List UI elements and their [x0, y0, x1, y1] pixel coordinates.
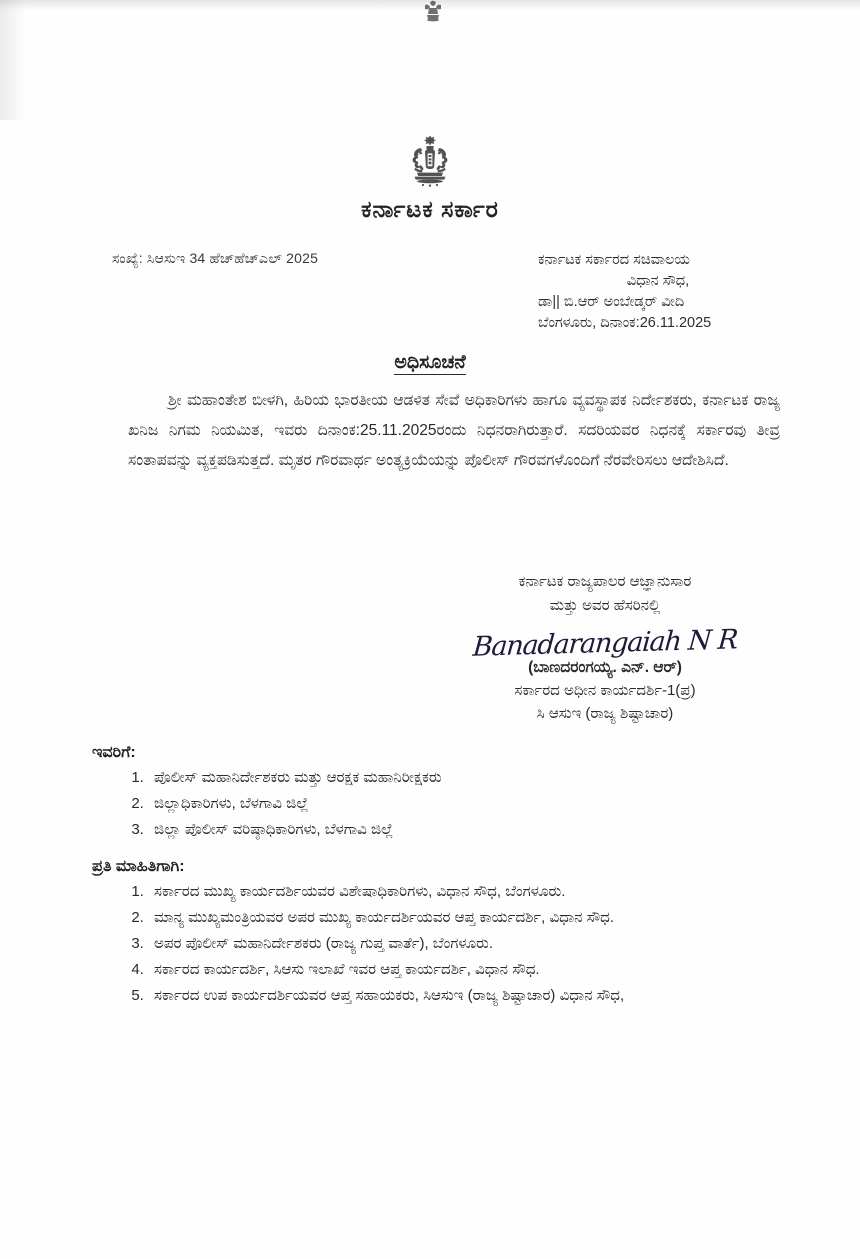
address-line-street: ಡಾ|| ಬಿ.ಆರ್ ಅಂಬೇಡ್ಕರ್ ವೀದಿ [538, 294, 685, 310]
list-item: 4. ಸರ್ಕಾರದ ಕಾರ್ಯದರ್ಶಿ, ಸಿಆಸು ಇಲಾಖೆ ಇವರ ಆಪ್ತ ಕಾರ್ಯದರ್ಶಿ, ವಿಧಾನ ಸೌಧ. [148, 957, 792, 982]
list-item: 1. ಪೊಲೀಸ್ ಮಹಾನಿರ್ದೇಶಕರು ಮತ್ತು ಆರಕ್ಷಕ ಮಹಾನಿರೀಕ್ಷಕರು [148, 765, 792, 790]
reference-number: ಸಂಖ್ಯೆ: ಸಿಆಸುಇ 34 ಹೆಚ್‌ಹೆಚ್‌ಎಲ್ 2025 [112, 250, 319, 266]
list-item: 1. ಸರ್ಕಾರದ ಮುಖ್ಯ ಕಾರ್ಯದರ್ಶಿಯವರ ವಿಶೇಷಾಧಿಕಾರಿಗಳು, ವಿಧಾನ ಸೌಧ, ಬೆಂಗಳೂರು. [148, 879, 792, 904]
list-item: 3. ಜಿಲ್ಲಾ ಪೊಲೀಸ್ ವರಿಷ್ಠಾಧಿಕಾರಿಗಳು, ಬೆಳಗಾವಿ ಜಿಲ್ಲೆ [148, 817, 792, 842]
scan-edge-shadow-left [0, 0, 26, 120]
to-section-heading: ಇವರಿಗೆ: [92, 744, 136, 761]
karnataka-state-emblem-icon [399, 134, 461, 194]
address-line-city-date: ಬೆಂಗಳೂರು, ದಿನಾಂಕ:26.11.2025 [538, 315, 712, 331]
list-item: 2. ಮಾನ್ಯ ಮುಖ್ಯಮಂತ್ರಿಯವರ ಅಪರ ಮುಖ್ಯ ಕಾರ್ಯದರ್ಶಿಯವರ ಆಪ್ತ ಕಾರ್ಯದರ್ಶಿ, ವಿಧಾನ ಸೌಧ. [148, 905, 792, 930]
notification-heading [0, 352, 860, 374]
authority-line-governor-order: ಕರ್ನಾಟಕ ರಾಜ್ಯಪಾಲರ ಆಜ್ಞಾನುಸಾರ [518, 573, 692, 590]
list-item: 2. ಜಿಲ್ಲಾಧಿಕಾರಿಗಳು, ಬೆಳಗಾವಿ ಜಿಲ್ಲೆ [148, 791, 792, 816]
notification-heading-text: ಅಧಿಸೂಚನೆ [394, 352, 466, 373]
address-line-secretariat: ಕರ್ನಾಟಕ ಸರ್ಕಾರದ ಸಚಿವಾಲಯ [538, 252, 690, 268]
list-item: 5. ಸರ್ಕಾರದ ಉಪ ಕಾರ್ಯದರ್ಶಿಯವರ ಆಪ್ತ ಸಹಾಯಕರು, ಸಿಆಸುಇ (ರಾಜ್ಯ ಶಿಷ್ಟಾಚಾರ) ವಿಧಾನ ಸೌಧ, [148, 983, 792, 1008]
to-distribution-section [92, 744, 792, 843]
page-title-government-of-karnataka: ಕರ್ನಾಟಕ ಸರ್ಕಾರ [361, 196, 499, 222]
authority-line-in-his-name: ಮತ್ತು ಅವರ ಹೆಸರಿನಲ್ಲಿ [549, 597, 661, 614]
scan-edge-shadow-top [0, 0, 860, 10]
handwritten-signature: Banadarangaiah N R [471, 624, 739, 663]
signature-block [440, 570, 770, 725]
signatory-name: (ಬಾಣದರಂಗಯ್ಯ. ಎನ್. ಆರ್) [528, 659, 682, 676]
signatory-designation-department: ಸಿ ಆಸುಇ (ರಾಜ್ಯ ಶಿಷ್ಟಾಚಾರ) [536, 705, 674, 722]
signatory-designation-primary: ಸರ್ಕಾರದ ಅಧೀನ ಕಾರ್ಯದರ್ಶಿ-1(ಪ್ರ) [514, 682, 696, 699]
issuing-office-address [538, 250, 838, 334]
notification-body-text: ಶ್ರೀ ಮಹಾಂತೇಶ ಬೀಳಗಿ, ಹಿರಿಯ ಭಾರತೀಯ ಆಡಳಿತ ಸೇವೆ ಅಧಿಕಾರಿಗಳು ಹಾಗೂ ವ್ಯವಸ್ಥಾಪಕ ನಿರ್ದೇಶಕರು, ಕರ್ನಾಟಕ ರಾಜ್ಯ ಖನಿಜ ನಿಗಮ ನಿಯಮಿತ, ಇವರು ದಿನಾಂಕ:25.11.2025ರಂದು ನಿಧನರಾಗಿರುತ್ತಾರೆ. ಸದರಿಯವರ ನಿಧನಕ್ಕೆ ಸರ್ಕಾರವು ತೀವ್ರ ಸಂತಾಪವನ್ನು ವ್ಯಕ್ತಪಡಿಸುತ್ತದೆ. ಮೃತರ ಗೌರವಾರ್ಥ ಅಂತ್ಯಕ್ರಿಯೆಯನ್ನು ಪೊಲೀಸ್ ಗೌರವಗಳೊಂದಿಗೆ ನೆರವೇರಿಸಲು ಆದೇಶಿಸಿದೆ. [128, 392, 780, 469]
information-section-list [92, 879, 792, 1008]
information-section-heading: ಪ್ರತಿ ಮಾಹಿತಿಗಾಗಿ: [92, 858, 185, 875]
to-section-list [92, 765, 792, 842]
information-copy-section [92, 858, 792, 1009]
address-line-vidhana-soudha: ವಿಧಾನ ಸೌಧ, [626, 273, 690, 289]
list-item: 3. ಅಪರ ಪೊಲೀಸ್ ಮಹಾನಿರ್ದೇಶಕರು (ರಾಜ್ಯ ಗುಪ್ತ ವಾರ್ತೆ), ಬೆಂಗಳೂರು. [148, 931, 792, 956]
scan-bleed-through-artifact-icon [416, 0, 450, 22]
